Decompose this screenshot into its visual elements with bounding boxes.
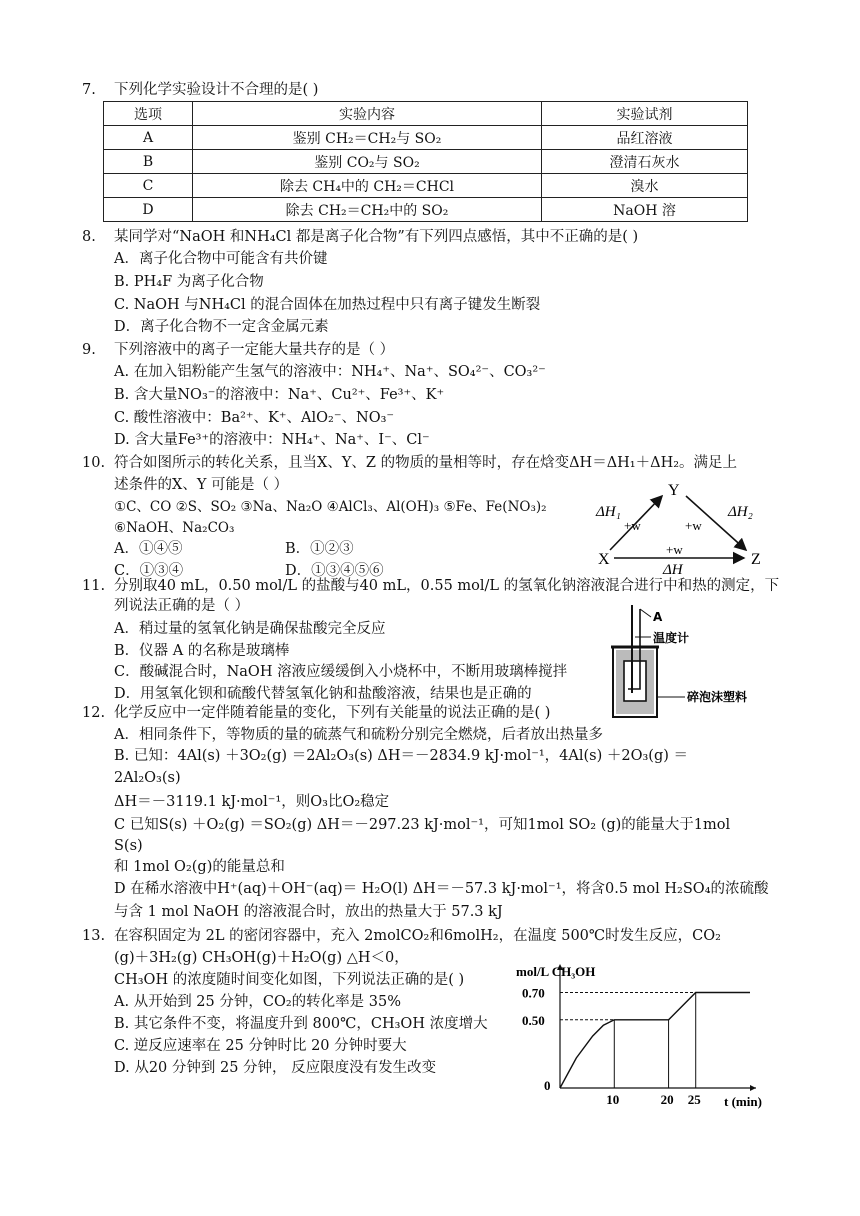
ch3oh-concentration-chart: [512, 958, 762, 1110]
table-row: [104, 150, 748, 174]
cell-option: B: [104, 150, 193, 174]
x-axis-arrow: [750, 1085, 756, 1091]
q8-option-a: A．离子化合物中可能含有共价键: [114, 251, 328, 267]
q10-number: 10.: [82, 455, 106, 471]
q8-option-b: B. PH₄F 为离子化合物: [114, 274, 264, 290]
chart-svg: [512, 958, 762, 1110]
table-header-row: [104, 102, 748, 126]
label-foam: 碎泡沫塑料: [687, 690, 748, 704]
q12-option-c-line3: 和 1mol O₂(g)的能量总和: [114, 859, 285, 875]
q12-option-d-line2: 与含 1 mol NaOH 的溶液混合时，放出的热量大于 57.3 kJ: [114, 904, 503, 920]
q8-number: 8.: [82, 229, 96, 245]
cell-reagent: NaOH 溶: [542, 198, 748, 222]
cell-content: 鉴别 CH₂＝CH₂与 SO₂: [193, 126, 542, 150]
node-x: X: [598, 551, 610, 568]
q11-option-c: C．酸碱混合时，NaOH 溶液应缓缓倒入小烧杯中，不断用玻璃棒搅拌: [114, 664, 568, 680]
q13-option-b: B. 其它条件不变，将温度升到 800℃，CH₃OH 浓度增大: [114, 1016, 488, 1032]
q13-stem-line3: CH₃OH 的浓度随时间变化如图，下列说法正确的是( ): [114, 972, 465, 988]
q10-option-b: B．①②③: [285, 541, 354, 557]
w-label-3: +w: [666, 542, 683, 557]
q12-option-c-line1: C 已知S(s) ＋O₂(g) ＝SO₂(g) ΔH＝－297.23 kJ·mol⁻¹，可知1mol SO₂ (g)的能量大于1mol: [114, 817, 731, 833]
cell-content: 除去 CH₂＝CH₂中的 SO₂: [193, 198, 542, 222]
pointer-a: [640, 609, 651, 617]
q11-number: 11.: [82, 578, 106, 594]
q11-stem-line2: 列说法正确的是（ ）: [114, 598, 250, 614]
y-tick-label: 0.70: [522, 985, 545, 1001]
q11-stem-line1: 分别取40 mL，0.50 mol/L 的盐酸与40 mL，0.55 mol/L 的氢氧化钠溶液混合进行中和热的测定，下: [114, 578, 780, 594]
cell-reagent: 溴水: [542, 174, 748, 198]
q10-option-c: C．①③④: [114, 563, 184, 579]
conversion-diagram: [588, 478, 770, 578]
cell-content: 除去 CH₄中的 CH₂＝CHCl: [193, 174, 542, 198]
q12-number: 12.: [82, 705, 106, 721]
q12-option-b-line2: 2Al₂O₃(s): [114, 770, 181, 786]
cell-reagent: 品红溶液: [542, 126, 748, 150]
q13-number: 13.: [82, 928, 106, 944]
header-option: 选项: [104, 102, 193, 126]
q7-number: 7.: [82, 82, 96, 98]
q12-stem: 化学反应中一定伴随着能量的变化，下列有关能量的说法正确的是( ): [114, 705, 551, 721]
q8-option-d: D．离子化合物不一定含金属元素: [114, 319, 329, 335]
y-tick-label: 0.50: [522, 1012, 545, 1028]
x-axis-label: t (min): [724, 1094, 762, 1109]
label-a: A: [653, 610, 663, 624]
cell-option: C: [104, 174, 193, 198]
table-row: [104, 126, 748, 150]
cell-content: 鉴别 CO₂与 SO₂: [193, 150, 542, 174]
calorimeter-figure: [605, 597, 783, 727]
label-thermometer: 温度计: [653, 631, 690, 645]
w-label-2: +w: [685, 518, 702, 533]
q7-table: [103, 101, 748, 222]
q11-option-a: A．稍过量的氢氧化钠是确保盐酸完全反应: [114, 621, 386, 637]
x-tick-label: 20: [660, 1092, 674, 1107]
q10-option-d: D．①③④⑤⑥: [285, 563, 384, 579]
q9-option-a: A. 在加入铝粉能产生氢气的溶液中：NH₄⁺、Na⁺、SO₄²⁻、CO₃²⁻: [114, 364, 546, 380]
q12-option-c-line2: S(s): [114, 838, 143, 854]
x-tick-label: 0: [544, 1078, 551, 1093]
q9-stem: 下列溶液中的离子一定能大量共存的是（ ）: [114, 342, 395, 358]
q10-stem-line2: 述条件的X、Y 可能是（ ）: [114, 477, 289, 493]
cell-option: A: [104, 126, 193, 150]
inner-beaker: [624, 661, 646, 701]
q12-option-b-line1: B. 已知：4Al(s) ＋3O₂(g) ＝2Al₂O₃(s) ΔH＝－2834.9 kJ·mol⁻¹，4Al(s) ＋2O₃(g) ＝: [114, 748, 688, 764]
y-axis-label: mol/L CH₃OH: [516, 964, 596, 979]
q9-option-b: B. 含大量NO₃⁻的溶液中：Na⁺、Cu²⁺、Fe³⁺、K⁺: [114, 387, 445, 403]
node-z: Z: [751, 551, 761, 568]
header-content: 实验内容: [193, 102, 542, 126]
q10-stem-line1: 符合如图所示的转化关系，且当X、Y、Z 的物质的量相等时，存在焓变ΔH＝ΔH₁＋ΔH₂。满足上: [114, 455, 738, 471]
q10-choices-line1: ①C、CO ②S、SO₂ ③Na、Na₂O ④AlCl₃、Al(OH)₃ ⑤Fe、Fe(NO₃)₂: [114, 499, 547, 515]
q13-stem-line1: 在容积固定为 2L 的密闭容器中，充入 2molCO₂和6molH₂，在温度 500℃时发生反应，CO₂: [114, 928, 721, 944]
dh-label: ΔH: [663, 562, 683, 578]
q12-option-a: A．相同条件下，等物质的量的硫蒸气和硫粉分别完全燃烧，后者放出热量多: [114, 727, 603, 743]
table-row: [104, 198, 748, 222]
cell-reagent: 澄清石灰水: [542, 150, 748, 174]
q10-choices-line2: ⑥NaOH、Na₂CO₃: [114, 520, 235, 536]
w-label-1: +w: [624, 518, 641, 533]
q9-number: 9.: [82, 342, 96, 358]
table-row: [104, 174, 748, 198]
q11-option-b: B．仪器 A 的名称是玻璃棒: [114, 643, 290, 659]
q13-option-a: A. 从开始到 25 分钟，CO₂的转化率是 35%: [114, 994, 401, 1010]
q9-option-c: C. 酸性溶液中：Ba²⁺、K⁺、AlO₂⁻、NO₃⁻: [114, 410, 395, 426]
x-tick-label: 10: [606, 1092, 620, 1107]
q12-option-b-line3: ΔH＝－3119.1 kJ·mol⁻¹，则O₃比O₂稳定: [114, 794, 390, 810]
q11-option-d: D．用氢氧化钡和硫酸代替氢氧化钠和盐酸溶液，结果也是正确的: [114, 686, 532, 702]
q8-stem: 某同学对“NaOH 和NH₄Cl 都是离子化合物”有下列四点感悟，其中不正确的是( ): [114, 229, 639, 245]
q8-option-c: C. NaOH 与NH₄Cl 的混合固体在加热过程中只有离子键发生断裂: [114, 297, 541, 313]
q10-option-a: A．①④⑤: [114, 541, 183, 557]
series-line-ch3oh: [560, 993, 750, 1089]
q13-option-c: C. 逆反应速率在 25 分钟时比 20 分钟时要大: [114, 1038, 407, 1054]
q12-option-d-line1: D 在稀水溶液中H⁺(aq)＋OH⁻(aq)＝ H₂O(l) ΔH＝－57.3 kJ·mol⁻¹，将含0.5 mol H₂SO₄的浓硫酸: [114, 881, 769, 897]
q13-option-d: D. 从20 分钟到 25 分钟， 反应限度没有发生改变: [114, 1060, 437, 1076]
dh2-label: ΔH₂: [728, 504, 753, 520]
q9-option-d: D. 含大量Fe³⁺的溶液中：NH₄⁺、Na⁺、I⁻、Cl⁻: [114, 432, 430, 448]
x-tick-label: 25: [687, 1092, 701, 1107]
node-y: Y: [668, 482, 680, 499]
cell-option: D: [104, 198, 193, 222]
q7-stem: 下列化学实验设计不合理的是( ): [114, 82, 319, 98]
q13-stem-line2: (g)＋3H₂(g) CH₃OH(g)＋H₂O(g) △H＜0，: [114, 950, 409, 966]
dh1-label: ΔH₁: [596, 504, 621, 520]
header-reagent: 实验试剂: [542, 102, 748, 126]
